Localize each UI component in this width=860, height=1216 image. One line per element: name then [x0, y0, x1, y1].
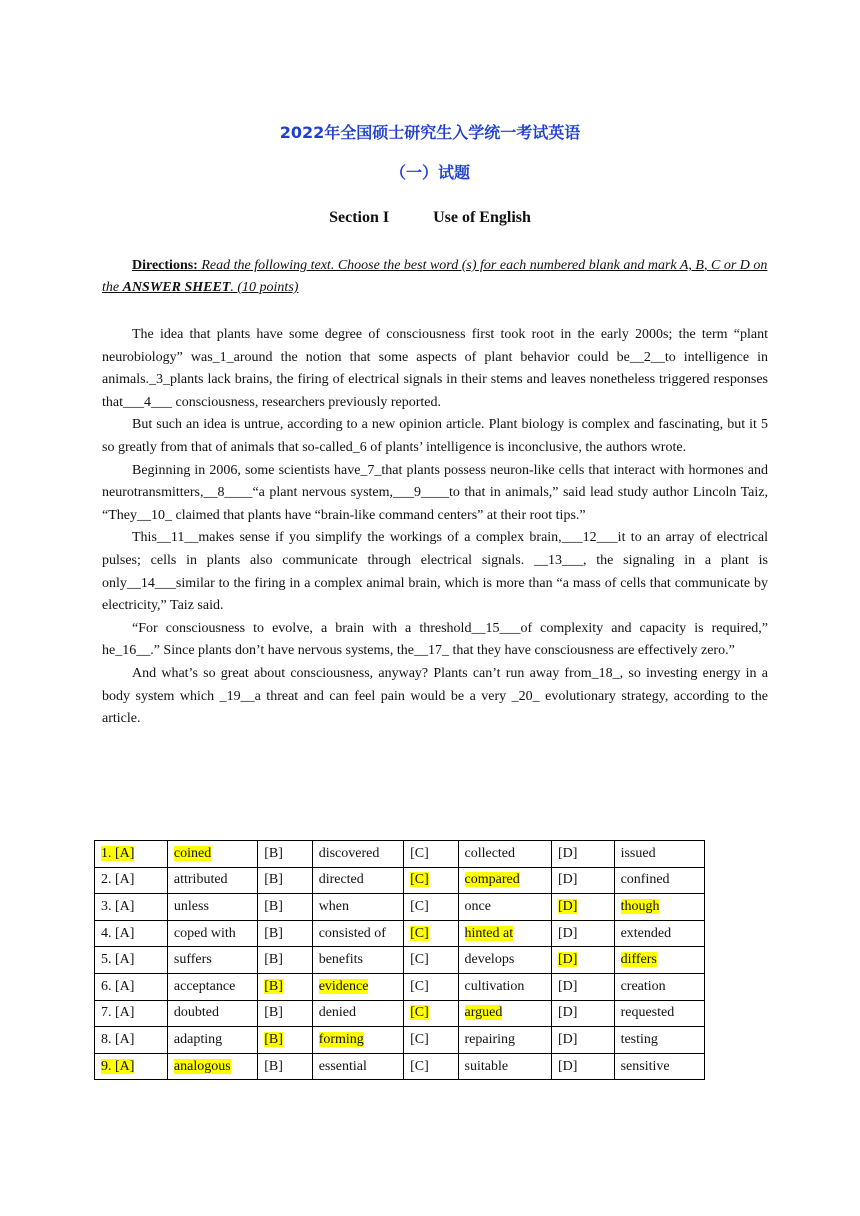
document-subtitle: （一）试题 [389, 163, 470, 182]
option-letter: [C] [410, 925, 429, 941]
answer-sheet-label: ANSWER SHEET [122, 280, 231, 295]
option-letter: [D] [557, 872, 578, 888]
passage-paragraph: And what’s so great about consciousness, anyway? Plants can’t run away from_18_, so investing energy in a body system which _19__a threat and can feel pain would be a very _20_ evolutionary strategy, according to the article. [102, 665, 768, 727]
option-word: creation [620, 978, 666, 994]
option-word: denied [318, 1005, 357, 1021]
question-number: 7. [A] [101, 1005, 135, 1021]
option-word: repairing [464, 1031, 516, 1047]
question-number: 4. [A] [101, 925, 135, 941]
option-word: suffers [173, 952, 212, 968]
option-word: testing [620, 1031, 658, 1047]
directions-label: Directions: [132, 258, 198, 273]
option-letter: [B] [264, 978, 283, 994]
option-word: doubted [173, 1005, 220, 1021]
directions-text-c: . (10 points) [230, 280, 299, 295]
section-label: Section I [329, 209, 390, 226]
options-row [95, 867, 705, 894]
option-letter: [B] [264, 952, 283, 968]
option-letter: [D] [557, 978, 578, 994]
option-letter: [B] [264, 872, 283, 888]
option-word: coined [173, 845, 212, 861]
option-letter: [C] [410, 898, 429, 914]
option-letter: [C] [410, 978, 429, 994]
option-letter: [C] [410, 872, 429, 888]
option-word: acceptance [173, 978, 236, 994]
option-letter: [B] [264, 1031, 283, 1047]
section-heading [0, 209, 860, 227]
option-word: sensitive [620, 1058, 670, 1074]
option-word: forming [318, 1031, 364, 1047]
question-number: 6. [A] [101, 978, 135, 994]
option-letter: [D] [557, 898, 578, 914]
option-word: benefits [318, 952, 364, 968]
options-row [95, 1053, 705, 1080]
options-row [95, 947, 705, 974]
option-letter: [B] [264, 1058, 283, 1074]
passage-paragraph: Beginning in 2006, some scientists have_7_that plants possess neuron-like cells that interact with hormones and neurotransmitters,__8____“a plant nervous system,___9____to that in animals,” said lead study author Lincoln Taiz, “They__10_ claimed that plants have “brain-like command centers” at their root tips.” [102, 462, 768, 523]
option-word: adapting [173, 1031, 223, 1047]
directions [102, 255, 768, 299]
passage-paragraph: “For consciousness to evolve, a brain with a threshold__15___of complexity and capacity is required,” he_16__.” Since plants don’t have nervous systems, the__17_ that they have consciousness are effectively zero.” [102, 620, 768, 659]
option-word: issued [620, 845, 656, 861]
option-letter: [D] [557, 1005, 578, 1021]
question-number: 2. [A] [101, 872, 135, 888]
question-number: 1. [A] [101, 845, 135, 861]
options-row [95, 920, 705, 947]
question-number: 3. [A] [101, 898, 135, 914]
option-word: analogous [173, 1058, 231, 1074]
option-word: evidence [318, 978, 369, 994]
option-letter: [D] [557, 1031, 578, 1047]
option-word: differs [620, 952, 657, 968]
options-row [95, 1000, 705, 1027]
passage-paragraph: This__11__makes sense if you simplify the workings of a complex brain,___12___it to an array of electrical pulses; cells in plants also communicate through electrical signals. __13___, the signaling in a plant is only__14___similar to the firing in a complex animal brain, which is more than “a mass of cells that communicate by electricity,” Taiz said. [102, 530, 768, 614]
option-letter: [C] [410, 1005, 429, 1021]
option-word: essential [318, 1058, 367, 1074]
option-letter: [B] [264, 898, 283, 914]
option-letter: [C] [410, 845, 429, 861]
directions-text-a: Read the following text. Choose the best word (s) for each numbered blank and mark A, B [197, 258, 704, 273]
option-letter: [C] [410, 1031, 429, 1047]
option-letter: [D] [557, 952, 578, 968]
option-letter: [D] [557, 1058, 578, 1074]
option-letter: [B] [264, 1005, 283, 1021]
option-word: unless [173, 898, 209, 914]
section-name: Use of English [433, 209, 531, 226]
document-title: 2022年全国硕士研究生入学统一考试英语 [279, 123, 581, 142]
passage-paragraph: The idea that plants have some degree of consciousness first took root in the early 2000s; the term “plant neurobiology” was_1_around the notion that some aspects of plant behavior could be__2__to intelligence in animals._3_plants lack brains, the firing of electrical signals in their stems and leaves nonetheless triggered responses that___4___ consciousness, researchers previously reported. [102, 327, 768, 410]
options-row [95, 841, 705, 868]
option-word: confined [620, 872, 670, 888]
option-letter: [B] [264, 845, 283, 861]
option-word: once [464, 898, 491, 914]
option-word: extended [620, 925, 672, 941]
option-word: develops [464, 952, 515, 968]
passage [102, 324, 768, 731]
option-word: discovered [318, 845, 380, 861]
option-letter: [B] [264, 925, 283, 941]
option-word: directed [318, 872, 364, 888]
option-word: though [620, 898, 660, 914]
options-row [95, 973, 705, 1000]
passage-paragraph: But such an idea is untrue, according to a new opinion article. Plant biology is complex and fascinating, but it 5 so greatly from that of animals that so-called_6 of plants’ intelligence is inconclusive, the authors wrote. [102, 417, 768, 455]
options-row [95, 1027, 705, 1054]
options-table [94, 840, 705, 1080]
option-letter: [C] [410, 952, 429, 968]
option-word: consisted of [318, 925, 386, 941]
option-word: when [318, 898, 350, 914]
option-letter: [D] [557, 845, 578, 861]
option-word: attributed [173, 872, 228, 888]
option-word: argued [464, 1005, 503, 1021]
option-word: cultivation [464, 978, 525, 994]
option-word: suitable [464, 1058, 509, 1074]
option-word: hinted at [464, 925, 514, 941]
options-row [95, 894, 705, 921]
option-word: coped with [173, 925, 236, 941]
directions-text-b: , C or D on the [102, 258, 768, 295]
option-letter: [D] [557, 925, 578, 941]
option-letter: [C] [410, 1058, 429, 1074]
option-word: compared [464, 872, 520, 888]
question-number: 5. [A] [101, 952, 135, 968]
question-number: 8. [A] [101, 1031, 135, 1047]
option-word: collected [464, 845, 516, 861]
question-number: 9. [A] [101, 1058, 135, 1074]
option-word: requested [620, 1005, 675, 1021]
